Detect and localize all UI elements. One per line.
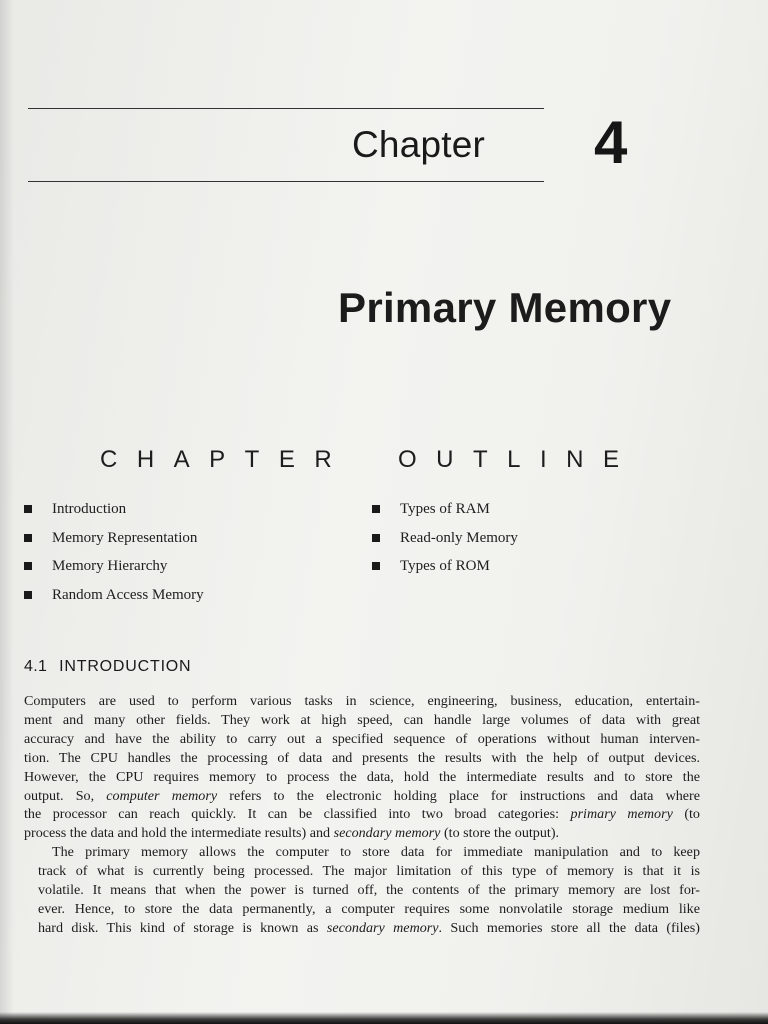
outline-item-label: Introduction: [52, 501, 127, 517]
page-edge-shadow: [0, 0, 14, 1024]
term-computer-memory: computer memory: [106, 787, 218, 804]
term-secondary-memory: secondary memory: [333, 825, 441, 842]
text-line: accuracy and have the ability to carry out a specified sequence of operations without human interven-: [24, 730, 700, 747]
outline-item-label: Memory Representation: [52, 529, 198, 546]
paragraph: [24, 843, 700, 938]
text-line: volatile. It means that when the power is turned off, the contents of the primary memory are lost for-: [38, 882, 700, 899]
outline-item-label: Types of ROM: [400, 558, 490, 574]
text-line: the processor can reach quickly. It can be classified into two broad categories: primary memory (to: [24, 806, 700, 823]
outline-item-label: Read-only Memory: [400, 529, 518, 546]
text-line: The primary memory allows the computer to store data for immediate manipulation and to keep: [52, 844, 700, 861]
outline-heading-word-chapter: CHAPTER: [100, 446, 352, 473]
outline-item-label: Types of RAM: [400, 501, 490, 517]
text-line: tion. The CPU handles the processing of data and presents the results with the help of output devices.: [24, 749, 700, 766]
outline-item: [24, 500, 204, 529]
text-line: ever. Hence, to store the data permanently, a computer requires some nonvolatile storage medium like: [38, 900, 700, 917]
square-bullet-icon: [24, 505, 32, 513]
chapter-number: 4: [594, 109, 628, 176]
page-bottom-edge: [0, 1012, 768, 1024]
text-line: ment and many other fields. They work at high speed, can handle large volumes of data with great: [24, 711, 700, 728]
square-bullet-icon: [372, 534, 380, 542]
section-title: INTRODUCTION: [59, 658, 192, 675]
term-secondary-memory: secondary memory: [326, 919, 439, 936]
outline-item: [24, 557, 204, 586]
square-bullet-icon: [24, 534, 32, 542]
outline-item: [372, 500, 518, 529]
outline-item-label: Random Access Memory: [52, 586, 204, 603]
square-bullet-icon: [24, 562, 32, 570]
section-heading: [24, 658, 191, 676]
paragraph: [24, 692, 700, 843]
chapter-label: Chapter: [352, 124, 486, 165]
outline-heading-word-outline: OUTLINE: [398, 446, 639, 473]
body-text: [24, 692, 700, 938]
square-bullet-icon: [372, 505, 380, 513]
term-primary-memory: primary memory: [570, 806, 673, 823]
chapter-rule-top: [28, 108, 544, 109]
outline-item: [372, 557, 518, 586]
text-line: process the data and hold the intermediate results) and secondary memory (to store the output).: [24, 825, 560, 842]
chapter-rule-bottom: [28, 181, 544, 182]
square-bullet-icon: [24, 591, 32, 599]
outline-item: [24, 529, 204, 558]
text-line: track of what is currently being processed. The major limitation of this type of memory is that it is: [38, 863, 700, 880]
outline-item-label: Memory Hierarchy: [52, 558, 168, 574]
text-line: output. So, computer memory refers to the electronic holding place for instructions and data where: [24, 787, 700, 804]
outline-list-right: [372, 500, 518, 586]
outline-item: [24, 586, 204, 615]
chapter-title: Primary Memory: [338, 284, 672, 331]
outline-item: [372, 529, 518, 558]
section-number: 4.1: [24, 658, 48, 675]
text-line: hard disk. This kind of storage is known as secondary memory. Such memories store all the data (files): [38, 919, 700, 936]
text-line: However, the CPU requires memory to process the data, hold the intermediate results and to store the: [24, 768, 700, 785]
text-line: Computers are used to perform various tasks in science, engineering, business, education, entertain-: [24, 693, 700, 709]
square-bullet-icon: [372, 562, 380, 570]
outline-list-left: [24, 500, 204, 614]
